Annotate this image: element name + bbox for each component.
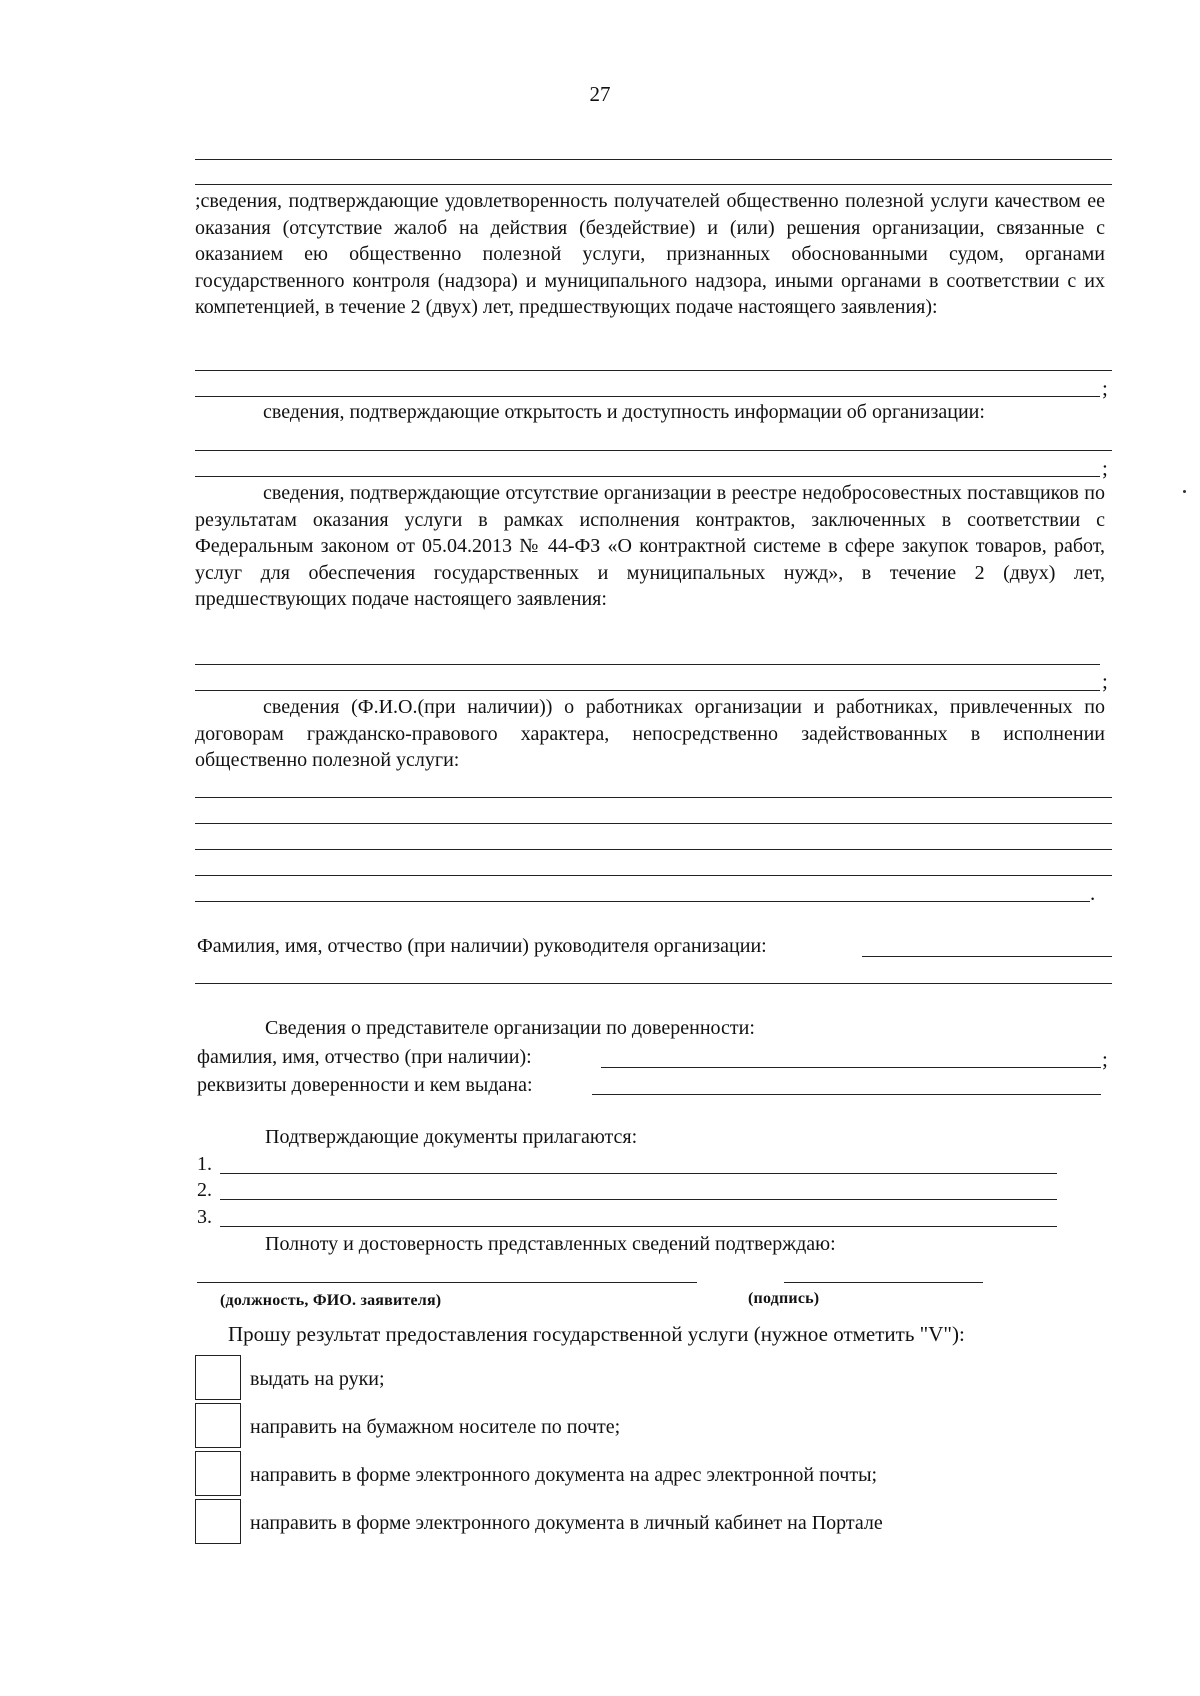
option-checkbox-email[interactable] bbox=[195, 1451, 241, 1496]
doc-item-1-field[interactable] bbox=[220, 1173, 1057, 1174]
option-checkbox-hand[interactable] bbox=[195, 1355, 241, 1400]
period: . bbox=[1090, 881, 1096, 905]
option-checkbox-portal[interactable] bbox=[195, 1499, 241, 1544]
paragraph-text: ;сведения, подтверждающие удовлетворенность получателей общественно полезной услуги качеством ее оказания (отсутствие жалоб на действия (бездействие) и (или) решения организации, связанные с оказанием ею общественно полезной услуги, признанных обоснованными судом, органами государственного контроля (надзора) и муниципального надзора, иными органами в соответствии с их компетенцией, в течение 2 (двух) лет, предшествующих подаче настоящего заявления): bbox=[195, 190, 1105, 319]
blank-line bbox=[195, 450, 1112, 451]
blank-line bbox=[195, 476, 1100, 477]
blank-line bbox=[195, 396, 1100, 397]
caption-signature: (подпись) bbox=[748, 1290, 820, 1307]
page-number: 27 bbox=[589, 82, 611, 106]
blank-line bbox=[195, 664, 1100, 665]
blank-line bbox=[195, 690, 1100, 691]
semicolon: ; bbox=[1102, 1047, 1108, 1071]
semicolon: ; bbox=[1102, 456, 1108, 480]
blank-line bbox=[195, 370, 1112, 371]
head-name-label: Фамилия, имя, отчество (при наличии) руководителя организации: bbox=[197, 935, 767, 957]
paragraph-workers bbox=[195, 694, 1105, 774]
blank-line bbox=[195, 849, 1112, 850]
doc-item-3-field[interactable] bbox=[220, 1226, 1057, 1227]
paragraph-text: сведения, подтверждающие отсутствие организации в реестре недобросовестных поставщиков по результатам оказания услуги в рамках исполнения контрактов, заключенных в соответствии с Федеральным законом от 05.04.2013 № 44-ФЗ «О контрактной системе в сфере закупок товаров, работ, услуг для обеспечения государственных и муниципальных нужд», в течение 2 (двух) лет, предшествующих подаче настоящего заявления: bbox=[195, 482, 1105, 611]
rep-power-label: реквизиты доверенности и кем выдана: bbox=[197, 1074, 533, 1096]
doc-item-2-label: 2. bbox=[197, 1179, 212, 1201]
scan-speck bbox=[1183, 490, 1186, 493]
rep-name-field[interactable] bbox=[601, 1067, 1101, 1068]
blank-line bbox=[195, 184, 1112, 185]
rep-power-field[interactable] bbox=[592, 1094, 1101, 1095]
rep-heading: Сведения о представителе организации по доверенности: bbox=[265, 1017, 755, 1039]
doc-item-1-label: 1. bbox=[197, 1153, 212, 1175]
caption-position: (должность, ФИО. заявителя) bbox=[220, 1292, 442, 1309]
paragraph-satisfaction bbox=[195, 188, 1105, 321]
blank-line bbox=[195, 797, 1112, 798]
blank-line bbox=[195, 875, 1112, 876]
option-checkbox-post[interactable] bbox=[195, 1403, 241, 1448]
confirm-text: Полноту и достоверность представленных сведений подтверждаю: bbox=[265, 1233, 836, 1255]
option-label-email: направить в форме электронного документа на адрес электронной почты; bbox=[250, 1464, 878, 1486]
blank-line bbox=[195, 901, 1090, 902]
paragraph-registry bbox=[195, 480, 1105, 613]
option-label-portal: направить в форме электронного документа в личный кабинет на Портале bbox=[250, 1512, 883, 1534]
blank-line bbox=[195, 823, 1112, 824]
paragraph-text: сведения, подтверждающие открытость и доступность информации об организации: bbox=[263, 401, 985, 423]
doc-item-3-label: 3. bbox=[197, 1206, 212, 1228]
signature-field[interactable] bbox=[784, 1282, 983, 1283]
blank-line bbox=[195, 159, 1112, 160]
option-label-post: направить на бумажном носителе по почте; bbox=[250, 1416, 621, 1438]
rep-name-label: фамилия, имя, отчество (при наличии): bbox=[197, 1046, 532, 1068]
paragraph-text: сведения (Ф.И.О.(при наличии)) о работниках организации и работниках, привлеченных по договорам гражданско-правового характера, непосредственно задействованных в исполнении общественно полезной услуги: bbox=[195, 696, 1105, 772]
docs-heading: Подтверждающие документы прилагаются: bbox=[265, 1126, 638, 1148]
head-name-field[interactable] bbox=[862, 956, 1112, 957]
semicolon: ; bbox=[1102, 669, 1108, 693]
result-request: Прошу результат предоставления государственной услуги (нужное отметить "V"): bbox=[228, 1322, 965, 1346]
paragraph-openness bbox=[195, 399, 1105, 426]
position-field[interactable] bbox=[197, 1282, 697, 1283]
semicolon: ; bbox=[1102, 376, 1108, 400]
blank-line bbox=[195, 983, 1112, 984]
doc-item-2-field[interactable] bbox=[220, 1199, 1057, 1200]
option-label-hand: выдать на руки; bbox=[250, 1368, 385, 1390]
